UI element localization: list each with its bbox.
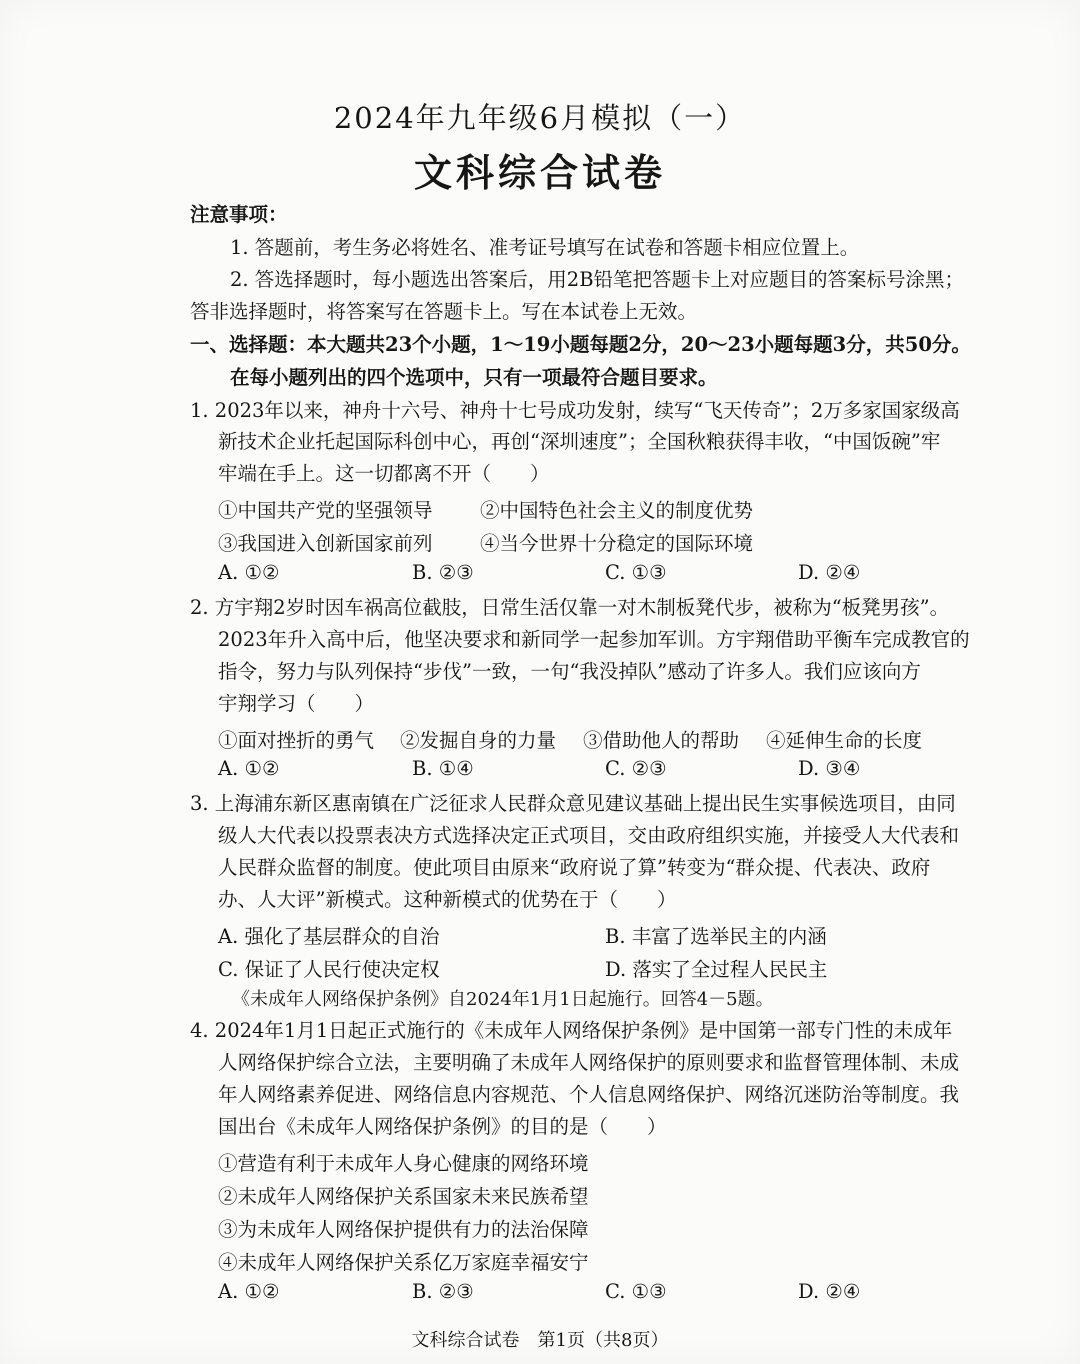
q2-stem-line-1: 2. 方宇翔2岁时因车祸高位截肢，日常生活仅靠一对木制板凳代步，被称为“板凳男孩”。 [190,596,950,619]
section-heading-line-2: 在每小题列出的四个选项中，只有一项最符合题目要求。 [230,366,718,389]
q3-option-b: B. 丰富了选举民主的内涵 [605,925,827,948]
q4-option-d: D. ②④ [798,1280,861,1303]
q3-option-d: D. 落实了全过程人民民主 [605,958,828,981]
q4-statement-3: ③为未成年人网络保护提供有力的法治保障 [218,1218,589,1241]
q4-statement-2: ②未成年人网络保护关系国家未来民族希望 [218,1185,589,1208]
q2-statement-4: ④延伸生命的长度 [766,729,923,752]
page-footer: 文科综合试卷 第1页（共8页） [411,1330,669,1351]
q1-option-b: B. ②③ [412,561,474,584]
q4-option-a: A. ①② [218,1280,280,1303]
exam-title: 2024年九年级6月模拟（一） [333,101,747,135]
q4-option-b: B. ②③ [412,1280,474,1303]
q2-statement-3: ③借助他人的帮助 [583,729,740,752]
q3-stem-line-3: 人民群众监督的制度。使此项目由原来“政府说了算”转变为“群众提、代表决、政府 [218,856,931,879]
q3-stem-line-1: 3. 上海浦东新区惠南镇在广泛征求人民群众意见建议基础上提出民生实事候选项目，由同 [190,792,956,815]
q1-statement-1: ①中国共产党的坚强领导 [218,499,433,522]
q1-stem-line-3: 牢端在手上。这一切都离不开（ ） [218,462,550,485]
q2-stem-line-3: 指令，努力与队列保持“步伐”一致，一句“我没掉队”感动了许多人。我们应该向方 [218,660,921,683]
notice-item-1: 1. 答题前，考生务必将姓名、准考证号填写在试卷和答题卡相应位置上。 [230,236,860,259]
q1-statement-3: ③我国进入创新国家前列 [218,532,433,555]
q3-stem-line-2: 级人大代表以投票表决方式选择决定正式项目，交由政府组织实施，并接受人大代表和 [218,824,960,847]
q2-stem-line-2: 2023年升入高中后，他坚决要求和新同学一起参加军训。方宇翔借助平衡车完成教官的 [218,628,970,651]
q4-5-intro: 《未成年人网络保护条例》自2024年1月1日起施行。回答4－5题。 [232,989,774,1010]
section-heading-line-1: 一、选择题：本大题共23个小题，1～19小题每题2分，20～23小题每题3分，共50分。 [190,333,971,356]
q4-stem-line-4: 国出台《未成年人网络保护条例》的目的是（ ） [218,1115,667,1138]
q2-stem-line-4: 宇翔学习（ ） [218,692,375,715]
notice-item-2-line-1: 2. 答选择题时，每小题选出答案后，用2B铅笔把答题卡上对应题目的答案标号涂黑； [230,268,965,291]
q4-stem-line-2: 人网络保护综合立法，主要明确了未成年人网络保护的原则要求和监督管理体制、未成 [218,1051,960,1074]
q4-statement-1: ①营造有利于未成年人身心健康的网络环境 [218,1152,589,1175]
q1-stem-line-2: 新技术企业托起国际科创中心，再创“深圳速度”；全国秋粮获得丰收，“中国饭碗”牢 [218,430,941,453]
q4-option-c: C. ①③ [605,1280,667,1303]
q4-stem-line-3: 年人网络素养促进、网络信息内容规范、个人信息网络保护、网络沉迷防治等制度。我 [218,1083,960,1106]
notice-item-2-line-2: 答非选择题时，将答案写在答题卡上。写在本试卷上无效。 [190,300,698,323]
q1-option-c: C. ①③ [605,561,667,584]
exam-subtitle: 文科综合试卷 [413,150,666,195]
q1-option-d: D. ②④ [798,561,861,584]
q2-option-b: B. ①④ [412,757,474,780]
q2-option-a: A. ①② [218,757,280,780]
q4-stem-line-1: 4. 2024年1月1日起正式施行的《未成年人网络保护条例》是中国第一部专门性的未成年 [190,1019,953,1042]
q1-statement-2: ②中国特色社会主义的制度优势 [480,499,754,522]
q2-statement-2: ②发掘自身的力量 [400,729,557,752]
notice-heading: 注意事项： [190,203,288,226]
q3-option-c: C. 保证了人民行使决定权 [218,958,440,981]
q1-statement-4: ④当今世界十分稳定的国际环境 [480,532,754,555]
q3-stem-line-4: 办、人大评”新模式。这种新模式的优势在于（ ） [218,888,677,911]
q3-option-a: A. 强化了基层群众的自治 [218,925,440,948]
q2-statement-1: ①面对挫折的勇气 [218,729,375,752]
q2-option-c: C. ②③ [605,757,667,780]
q1-option-a: A. ①② [218,561,280,584]
q4-statement-4: ④未成年人网络保护关系亿万家庭幸福安宁 [218,1251,589,1274]
q2-option-d: D. ③④ [798,757,861,780]
q1-stem-line-1: 1. 2023年以来，神舟十六号、神舟十七号成功发射，续写“飞天传奇”；2万多家国家级高 [190,399,960,422]
